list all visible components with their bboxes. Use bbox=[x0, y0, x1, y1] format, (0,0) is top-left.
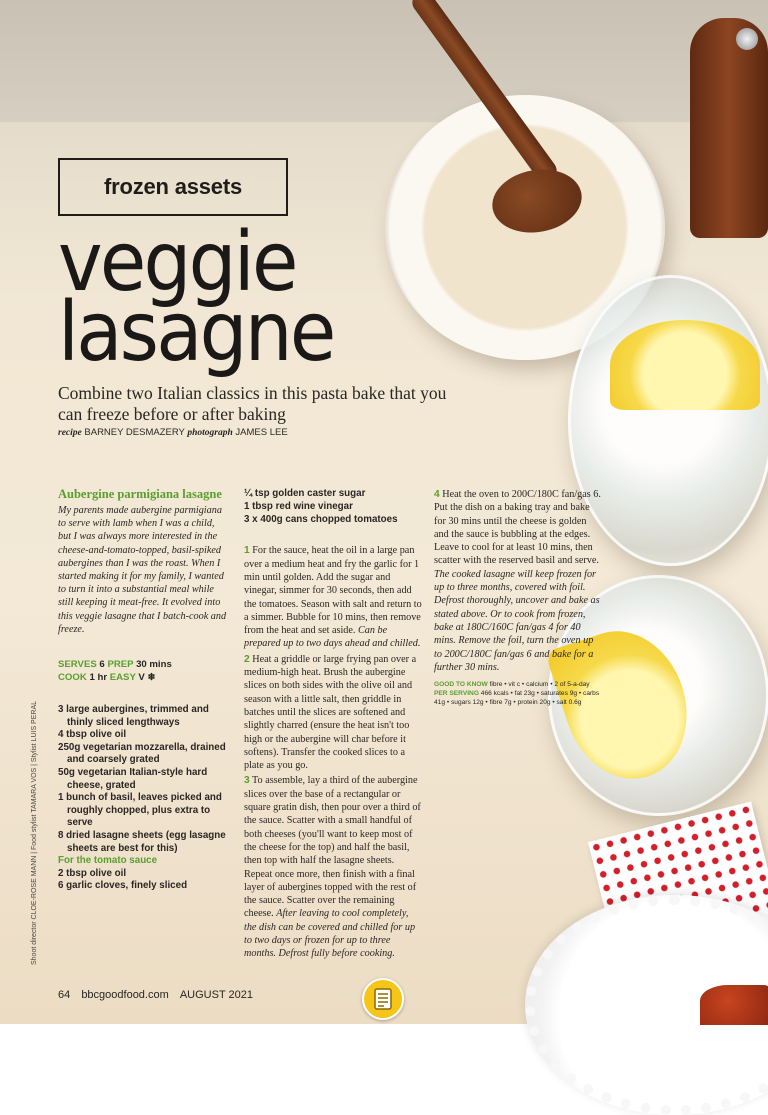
recipe-meta bbox=[58, 658, 230, 684]
per-serving-label: PER SERVING bbox=[434, 690, 479, 698]
step-note: The cooked lasagne will keep frozen for up to three months, covered with foil. Defrost thoroughly, uncover and bake as stated above. Or to cook from frozen, bake at 180C/160C fan/gas 4 for 40 mins. Remove the foil, turn the oven up to 200C/180C fan/gas 6 and bake for a further 30 mins. bbox=[434, 568, 600, 673]
save-recipe-button[interactable] bbox=[362, 978, 404, 1020]
ingredient-item: 1 bunch of basil, leaves picked and roughly chopped, plus extra to serve bbox=[58, 792, 222, 829]
recipe-save-icon bbox=[373, 988, 393, 1010]
lemon-slice-top-image bbox=[610, 320, 760, 410]
standfirst: Combine two Italian classics in this pasta bake that you can freeze before or after baking bbox=[58, 383, 447, 424]
step-text: Heat a griddle or large frying pan over a medium-high heat. Brush the aubergine slices on both sides with the olive oil and season with a little salt, then griddle in batches until the slices are softened and slightly charred (ensure the heat isn't too high or the aubergine will char before it softens). Transfer the cooked slices to a plate as you go. bbox=[244, 653, 417, 772]
step-note: Can be prepared up to two days ahead and chilled. bbox=[244, 625, 421, 650]
byline-photo-name: JAMES LEE bbox=[235, 427, 288, 438]
method-step-1 bbox=[244, 544, 422, 650]
sauce-ingredient-item: ¼ tsp golden caster sugar bbox=[244, 488, 366, 499]
step-number: 3 bbox=[244, 775, 250, 787]
byline-recipe-label: recipe bbox=[58, 428, 82, 438]
lasagne-image bbox=[700, 985, 768, 1025]
good-to-know-label: GOOD TO KNOW bbox=[434, 681, 488, 689]
prep-label: PREP bbox=[107, 659, 134, 671]
cook-value: 1 hr bbox=[89, 672, 108, 684]
sauce-ingredient-item: 3 x 400g cans chopped tomatoes bbox=[244, 513, 398, 525]
intro-text: My parents made aubergine parmigiana to serve with lamb when I was a child, but I was always more interested in the cheese-and-tomato-topped, basil-spiked aubergines than I was the roast. When I started making it for my family, I wanted to turn it into a substantial meal while still keeping it meat-free. It evolved into this veggie lasagne that I batch-cook and freeze. bbox=[58, 505, 227, 635]
ingredient-item: 3 large aubergines, trimmed and thinly sliced lengthways bbox=[58, 704, 209, 728]
sauce-ingredient-item: 6 garlic cloves, finely sliced bbox=[58, 880, 188, 892]
column-intro-ingredients bbox=[58, 488, 230, 893]
sauce-heading: For the tomato sauce bbox=[58, 855, 158, 867]
step-number: 2 bbox=[244, 653, 250, 665]
serves-value: 6 bbox=[99, 659, 105, 671]
step-note: After leaving to cool completely, the dish can be covered and chilled for up to two days or frozen for up to three months. Defrost fully before cooking. bbox=[244, 908, 416, 960]
method-step-2 bbox=[244, 653, 422, 773]
easy-label: EASY bbox=[109, 672, 136, 684]
cook-label: COOK bbox=[58, 672, 87, 684]
sauce-ingredient-item: 2 tbsp olive oil bbox=[58, 867, 127, 879]
wall-backdrop bbox=[0, 0, 768, 122]
good-to-know-text: fibre • vit c • calcium • 2 of 5-a-day bbox=[489, 681, 590, 689]
step-text: For the sauce, heat the oil in a large pan over a medium heat and fry the garlic for 1 min until golden. Add the sugar and vinegar, simmer for 30 seconds, then add the tomatoes. Season with salt and return to a simmer. Bubble for 10 mins, then remove from the heat and set aside. bbox=[244, 545, 422, 637]
intro-title: Aubergine parmigiana lasagne bbox=[58, 487, 222, 501]
byline-photo-label: photograph bbox=[187, 428, 233, 438]
photo-credits: Shoot director CLOE-ROSE MANN | Food stylist TAMARA VOS | Stylist LUIS PERAL bbox=[31, 700, 38, 965]
step-text: Heat the oven to 200C/180C fan/gas 6. Put the dish on a baking tray and bake for 30 mins until the cheese is golden and the sauce is bubbling at the edges. Leave to cool for at least 10 mins, then scatter with the reserved basil and serve. bbox=[434, 489, 601, 567]
vegetarian-badge: V bbox=[138, 672, 145, 684]
freezable-icon: ❄ bbox=[147, 672, 156, 684]
nutrition-info bbox=[434, 680, 602, 707]
step-number: 4 bbox=[434, 489, 440, 500]
kicker-text: frozen assets bbox=[103, 174, 242, 199]
sauce-ingredient-item: 1 tbsp red wine vinegar bbox=[244, 500, 353, 512]
site-name: bbcgoodfood.com bbox=[81, 989, 169, 1001]
section-kicker bbox=[58, 158, 288, 216]
ingredient-item: 250g vegetarian mozzarella, drained and coarsely grated bbox=[58, 741, 226, 766]
issue-date: AUGUST 2021 bbox=[179, 989, 253, 1001]
pepper-grinder-image bbox=[690, 18, 768, 238]
per-serving-text: 466 kcals • fat 23g • saturates 9g • carbs 41g • sugars 12g • fibre 7g • protein 20g • salt 0.6g bbox=[434, 690, 600, 707]
byline bbox=[58, 427, 288, 438]
title-line-1: veggie bbox=[58, 215, 296, 310]
step-text: To assemble, lay a third of the aubergine slices over the base of a rectangular or square gratin dish, then pour over a third of the sauce. Scatter with a small handful of both cheeses (you'll want to keep most of the cheese for the top) and half the basil, then top with half the lasagne sheets. Repeat once more, then finish with a final layer of aubergines topped with the rest of the sauce. Scatter over the remaining cheese. bbox=[244, 775, 421, 920]
page-footer bbox=[58, 989, 253, 1001]
prep-value: 30 mins bbox=[136, 659, 172, 671]
column-method-1 bbox=[244, 488, 422, 963]
page-number: 64 bbox=[58, 989, 71, 1001]
byline-recipe-name: BARNEY DESMAZERY bbox=[84, 427, 185, 438]
sauce-ingredient-list-cont bbox=[244, 488, 422, 526]
method-step-4 bbox=[434, 488, 602, 674]
ingredient-item: 8 dried lasagne sheets (egg lasagne sheets are best for this) bbox=[58, 829, 226, 854]
step-number: 1 bbox=[244, 545, 250, 557]
ingredient-item: 4 tbsp olive oil bbox=[58, 729, 127, 741]
serves-label: SERVES bbox=[58, 659, 97, 671]
ingredient-list bbox=[58, 704, 230, 893]
method-step-3 bbox=[244, 774, 422, 960]
grinder-knob-image bbox=[736, 28, 758, 50]
title-line-2: lasagne bbox=[58, 285, 334, 380]
column-method-2 bbox=[434, 488, 602, 707]
recipe-title bbox=[58, 215, 334, 380]
ingredient-item: 50g vegetarian Italian-style hard cheese, grated bbox=[58, 767, 208, 791]
